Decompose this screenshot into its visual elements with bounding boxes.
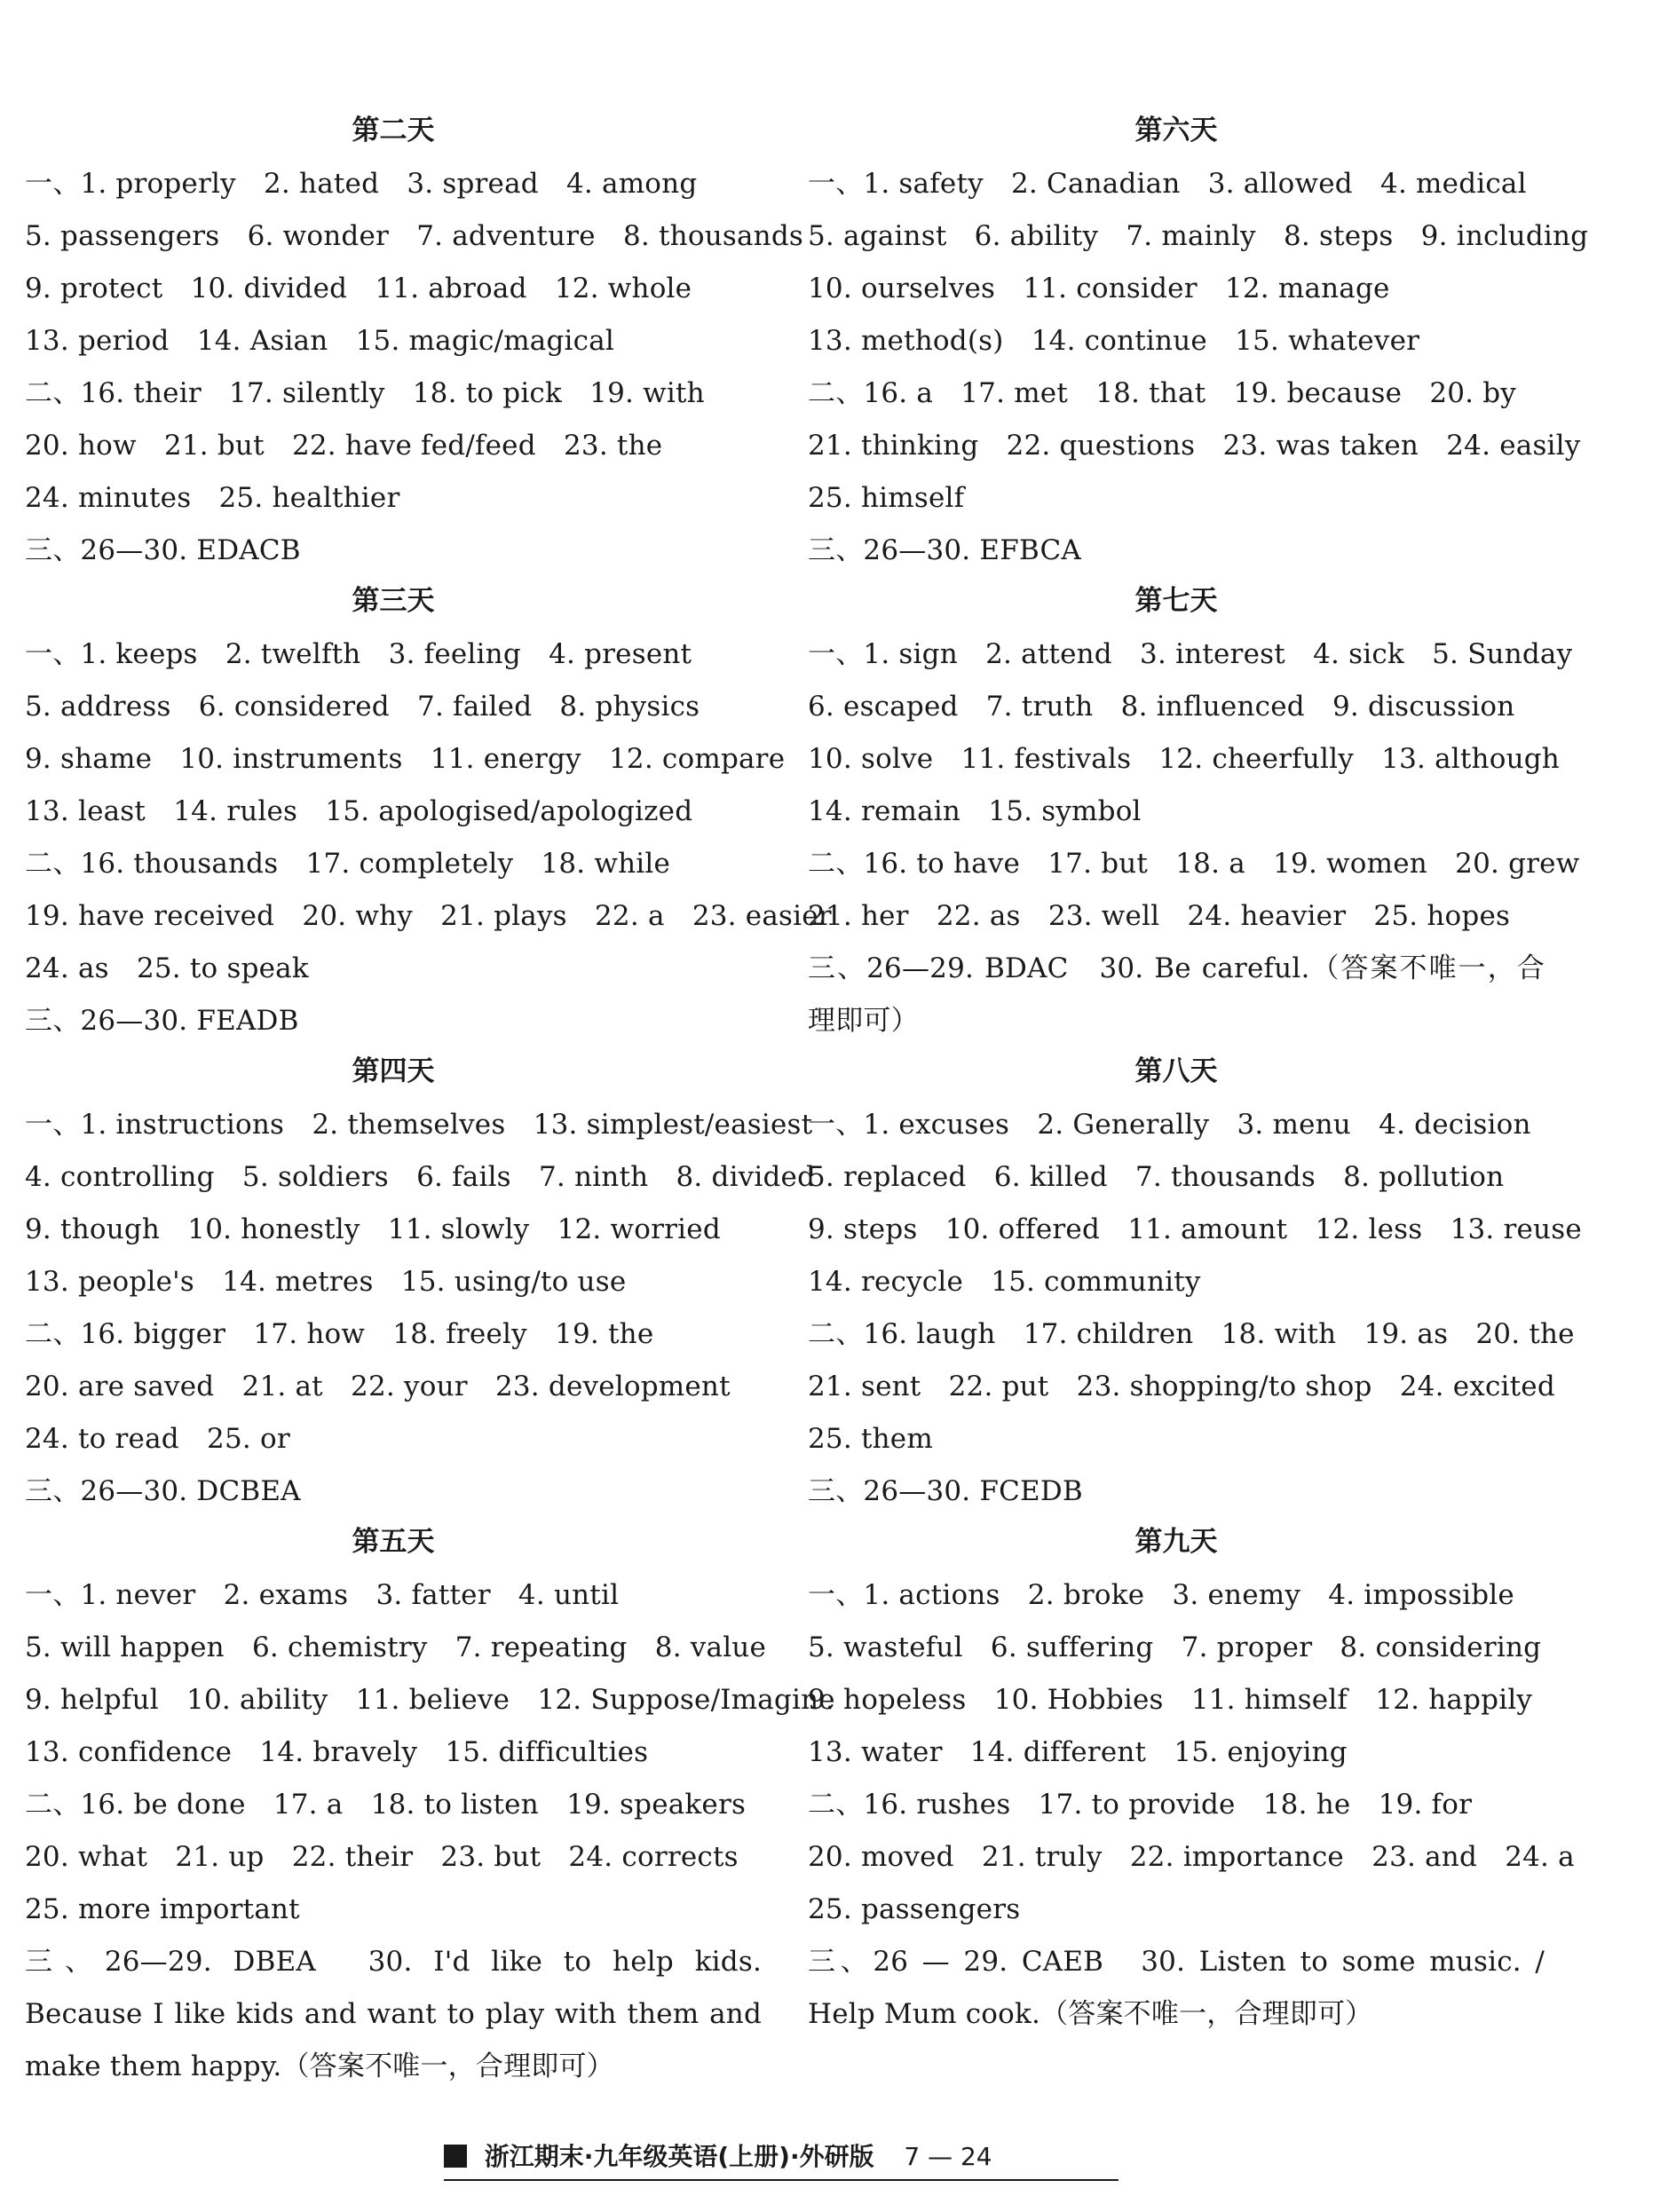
answer-line: 一、1. never 2. exams 3. fatter 4. until [25,1579,620,1611]
answer-line: 三、26—30. FEADB [25,1005,299,1037]
answer-line: 21. sent 22. put 23. shopping/to shop 24. excited [808,1371,1555,1402]
day-title: 第九天 [1134,1526,1218,1558]
answer-line: 一、1. excuses 2. Generally 3. menu 4. decision [808,1109,1531,1141]
answer-line: 9. steps 10. offered 11. amount 12. less 13. reuse [808,1213,1582,1245]
answer-line: 9. though 10. honestly 11. slowly 12. worried [25,1213,721,1245]
day-title: 第七天 [1134,585,1218,617]
day-title: 第五天 [352,1526,435,1558]
answer-line: 一、1. properly 2. hated 3. spread 4. among [25,168,698,200]
answer-line: 10. ourselves 11. consider 12. manage [808,273,1390,304]
answer-line: 二、16. their 17. silently 18. to pick 19. with [25,377,705,409]
answer-line: 9. shame 10. instruments 11. energy 12. compare [25,743,786,775]
answer-line: 14. recycle 15. community [808,1266,1201,1298]
day-title: 第二天 [352,115,435,146]
answer-line: 21. her 22. as 23. well 24. heavier 25. hopes [808,900,1511,932]
answer-line: 24. as 25. to speak [25,952,309,984]
day-section [25,579,832,1047]
answer-line: 25. them [808,1423,933,1455]
answer-line-wrapped: 三、26—29. DBEA 30. I'd like to help kids. Because I like kids and want to play with them and make them happy.（答案不唯一，合理即可） [25,1946,762,2082]
answer-line: 二、16. rushes 17. to provide 18. he 19. for [808,1789,1473,1821]
answer-line: 9. hopeless 10. Hobbies 11. himself 12. happily [808,1684,1533,1716]
answer-line: 13. period 14. Asian 15. magic/magical [25,325,614,357]
answer-line: 三、26—30. EDACB [25,534,301,566]
answer-line: 20. what 21. up 22. their 23. but 24. corrects [25,1841,739,1873]
left-column [25,107,835,2093]
answer-line: 二、16. thousands 17. completely 18. while [25,848,671,880]
day-title: 第四天 [352,1055,435,1087]
answer-line: 5. will happen 6. chemistry 7. repeating 8. value [25,1631,767,1663]
answer-line: 13. confidence 14. bravely 15. difficulties [25,1736,649,1768]
day-section [808,1520,1575,2041]
answer-line: 13. water 14. different 15. enjoying [808,1736,1348,1768]
answer-line: 一、1. safety 2. Canadian 3. allowed 4. medical [808,168,1527,200]
answer-line: 二、16. a 17. met 18. that 19. because 20. by [808,377,1517,409]
answer-line: 20. how 21. but 22. have fed/feed 23. the [25,430,663,462]
answer-line: 一、1. instructions 2. themselves 13. simplest/easiest [25,1109,813,1141]
right-column [808,107,1589,2041]
answer-line: 13. least 14. rules 15. apologised/apologized [25,795,693,827]
answer-line: 二、16. laugh 17. children 18. with 19. as 20. the [808,1318,1575,1350]
day-title: 第六天 [1134,115,1218,146]
answer-line: 5. address 6. considered 7. failed 8. physics [25,691,700,723]
day-section [808,579,1580,1047]
answer-line: 一、1. keeps 2. twelfth 3. feeling 4. present [25,638,692,670]
answer-line-wrapped: 三、26—29. BDAC 30. Be careful.（答案不唯一，合理即可） [808,952,1545,1037]
answer-line: 13. method(s) 14. continue 15. whatever [808,325,1420,357]
answer-line: 4. controlling 5. soldiers 6. fails 7. ninth 8. divided [25,1161,816,1193]
day-section [25,1520,835,2093]
day-title: 第八天 [1134,1055,1218,1087]
answer-line: 20. moved 21. truly 22. importance 23. and 24. a [808,1841,1575,1873]
answer-line: 9. helpful 10. ability 11. believe 12. Suppose/Imagine [25,1684,835,1716]
answer-line: 25. passengers [808,1893,1021,1925]
answer-line: 6. escaped 7. truth 8. influenced 9. discussion [808,691,1515,723]
answer-line: 9. protect 10. divided 11. abroad 12. whole [25,273,692,304]
answer-line: 14. remain 15. symbol [808,795,1142,827]
answer-line: 25. himself [808,482,965,514]
answer-line: 三、26—30. EFBCA [808,534,1082,566]
day-section [808,108,1589,577]
footer-book-title: 浙江期末·九年级英语(上册)·外研版 [484,2142,874,2171]
page-footer [444,2135,1119,2181]
answer-line: 10. solve 11. festivals 12. cheerfully 13. although [808,743,1560,775]
answer-line: 24. to read 25. or [25,1423,290,1455]
answer-line: 一、1. sign 2. attend 3. interest 4. sick 5. Sunday [808,638,1573,670]
answer-line: 二、16. to have 17. but 18. a 19. women 20. grew [808,848,1580,880]
answer-line: 21. thinking 22. questions 23. was taken 24. easily [808,430,1581,462]
answer-line: 5. against 6. ability 7. mainly 8. steps 9. including [808,220,1589,252]
answer-line: 5. replaced 6. killed 7. thousands 8. pollution [808,1161,1505,1193]
answer-line: 13. people's 14. metres 15. using/to use [25,1266,627,1298]
day-section [808,1049,1582,1518]
answer-line: 二、16. be done 17. a 18. to listen 19. speakers [25,1789,747,1821]
day-section [25,1049,816,1518]
footer-square-icon [444,2145,467,2168]
answer-line: 三、26—30. FCEDB [808,1475,1083,1507]
day-title: 第三天 [352,585,435,617]
answer-line: 一、1. actions 2. broke 3. enemy 4. impossible [808,1579,1514,1611]
answer-line: 24. minutes 25. healthier [25,482,400,514]
answer-line: 19. have received 20. why 21. plays 22. a 23. easier [25,900,832,932]
answer-line: 5. wasteful 6. suffering 7. proper 8. considering [808,1631,1542,1663]
day-section [25,108,803,577]
answer-line: 二、16. bigger 17. how 18. freely 19. the [25,1318,654,1350]
answer-line: 5. passengers 6. wonder 7. adventure 8. thousands [25,220,803,252]
answer-line: 25. more important [25,1893,300,1925]
answer-line: 三、26—30. DCBEA [25,1475,301,1507]
answer-line-wrapped: 三、26 — 29. CAEB 30. Listen to some music. / Help Mum cook.（答案不唯一，合理即可） [808,1946,1545,2030]
answer-line: 20. are saved 21. at 22. your 23. development [25,1371,731,1402]
footer-page-number: 7 — 24 [904,2142,992,2171]
